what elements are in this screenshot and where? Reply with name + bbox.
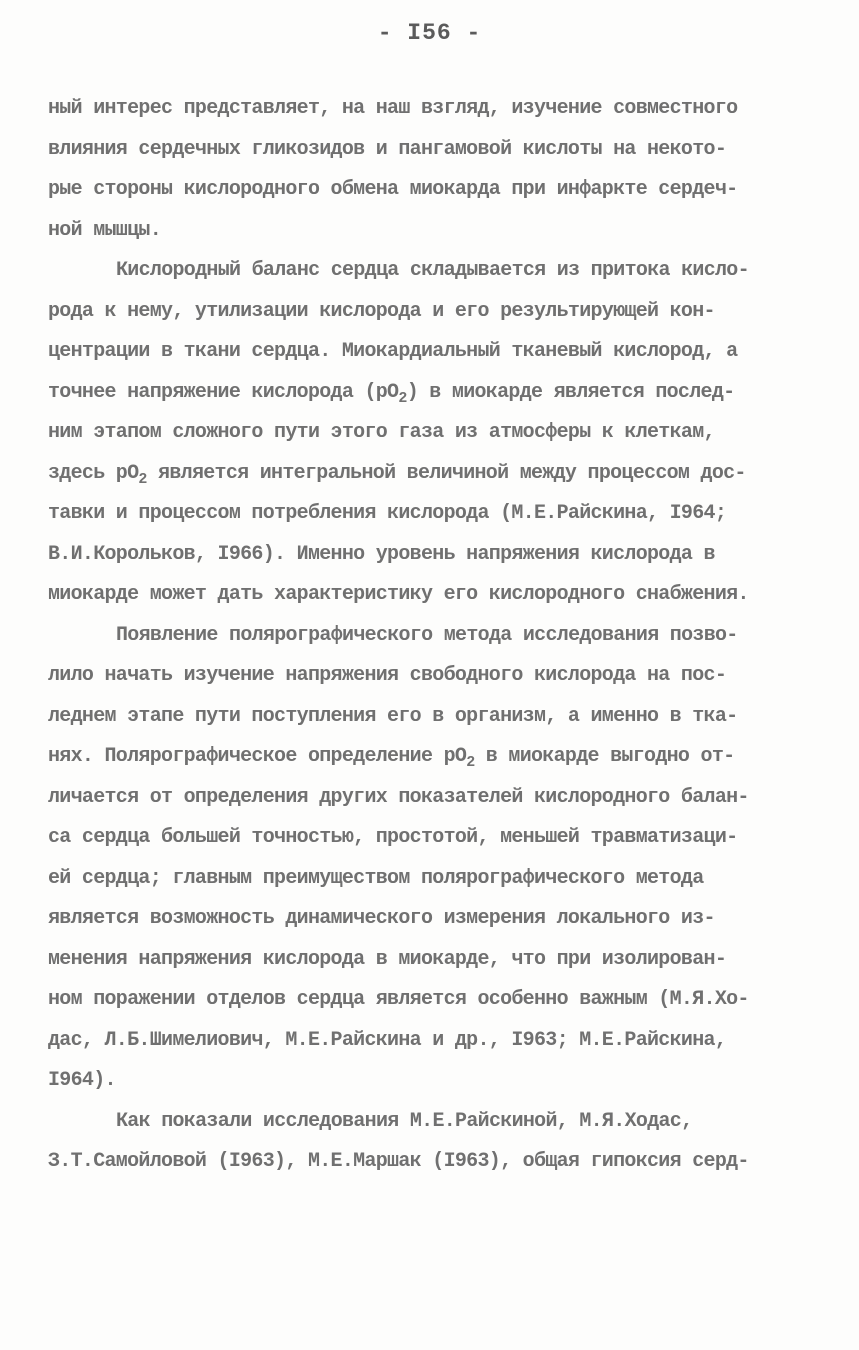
text-line: леднем этапе пути поступления его в организм, а именно в тка- xyxy=(48,704,738,728)
text-line: В.И.Корольков, I966). Именно уровень напряжения кислорода в xyxy=(48,542,715,566)
paragraph-3 xyxy=(48,616,818,1102)
text-line: Как показали исследования М.Е.Райскиной, М.Я.Ходас, xyxy=(116,1109,693,1133)
text-line: дас, Л.Б.Шимелиович, М.Е.Райскина и др., I963; М.Е.Райскина, xyxy=(48,1028,727,1052)
text-line xyxy=(48,373,818,414)
text-line: са сердца большей точностью, простотой, меньшей травматизаци- xyxy=(48,826,738,849)
text-line: лило начать изучение напряжения свободного кислорода на пос- xyxy=(48,664,727,687)
text-line: рода к нему, утилизации кислорода и его результирующей кон- xyxy=(48,299,715,323)
paragraph-2 xyxy=(48,251,818,616)
text-line: ним этапом сложного пути этого газа из атмосферы к клеткам, xyxy=(48,421,715,444)
text-line: является возможность динамического измерения локального из- xyxy=(48,907,715,930)
line-text: ) в миокарде является послед- xyxy=(406,380,735,404)
line-text: нях. Полярографическое определение pO xyxy=(48,745,467,768)
text-line: Появление полярографического метода исследования позво- xyxy=(116,623,738,647)
line-text: точнее напряжение кислорода (pO xyxy=(48,380,399,404)
text-line xyxy=(48,737,818,778)
page-number: - I56 - xyxy=(377,20,482,46)
subscript: 2 xyxy=(398,389,407,407)
text-line: З.Т.Самойловой (I963), М.Е.Маршак (I963), общая гипоксия серд- xyxy=(48,1150,749,1173)
text-line: тавки и процессом потребления кислорода (М.Е.Райскина, I964; xyxy=(48,502,727,525)
line-text: здесь pO xyxy=(48,461,139,485)
text-line: ный интерес представляет, на наш взгляд, изучение совместного xyxy=(48,97,738,120)
line-text: является интегральной величиной между процессом дос- xyxy=(146,461,746,485)
paragraph-4 xyxy=(48,1102,818,1183)
text-line: рые стороны кислородного обмена миокарда при инфаркте сердеч- xyxy=(48,178,738,201)
text-line: личается от определения других показателей кислородного балан- xyxy=(48,785,749,809)
body-text xyxy=(48,89,818,1183)
text-line: ном поражении отделов сердца является особенно важным (М.Я.Хо- xyxy=(48,988,749,1011)
text-line: I964). xyxy=(48,1069,116,1092)
text-line: менения напряжения кислорода в миокарде, что при изолирован- xyxy=(48,947,727,971)
subscript: 2 xyxy=(138,470,147,488)
subscript: 2 xyxy=(466,754,475,771)
text-line: влияния сердечных гликозидов и пангамовой кислоты на некото- xyxy=(48,137,727,161)
text-line xyxy=(48,454,818,495)
text-line: ей сердца; главным преимуществом полярографического метода xyxy=(48,866,704,890)
line-text: в миокарде выгодно от- xyxy=(474,745,735,768)
text-line: ной мышцы. xyxy=(48,218,162,242)
text-line: миокарде может дать характеристику его кислородного снабжения. xyxy=(48,583,749,606)
paragraph-1 xyxy=(48,89,818,251)
text-line: центрации в ткани сердца. Миокардиальный тканевый кислород, а xyxy=(48,340,738,363)
text-line: Кислородный баланс сердца складывается из притока кисло- xyxy=(116,259,749,282)
